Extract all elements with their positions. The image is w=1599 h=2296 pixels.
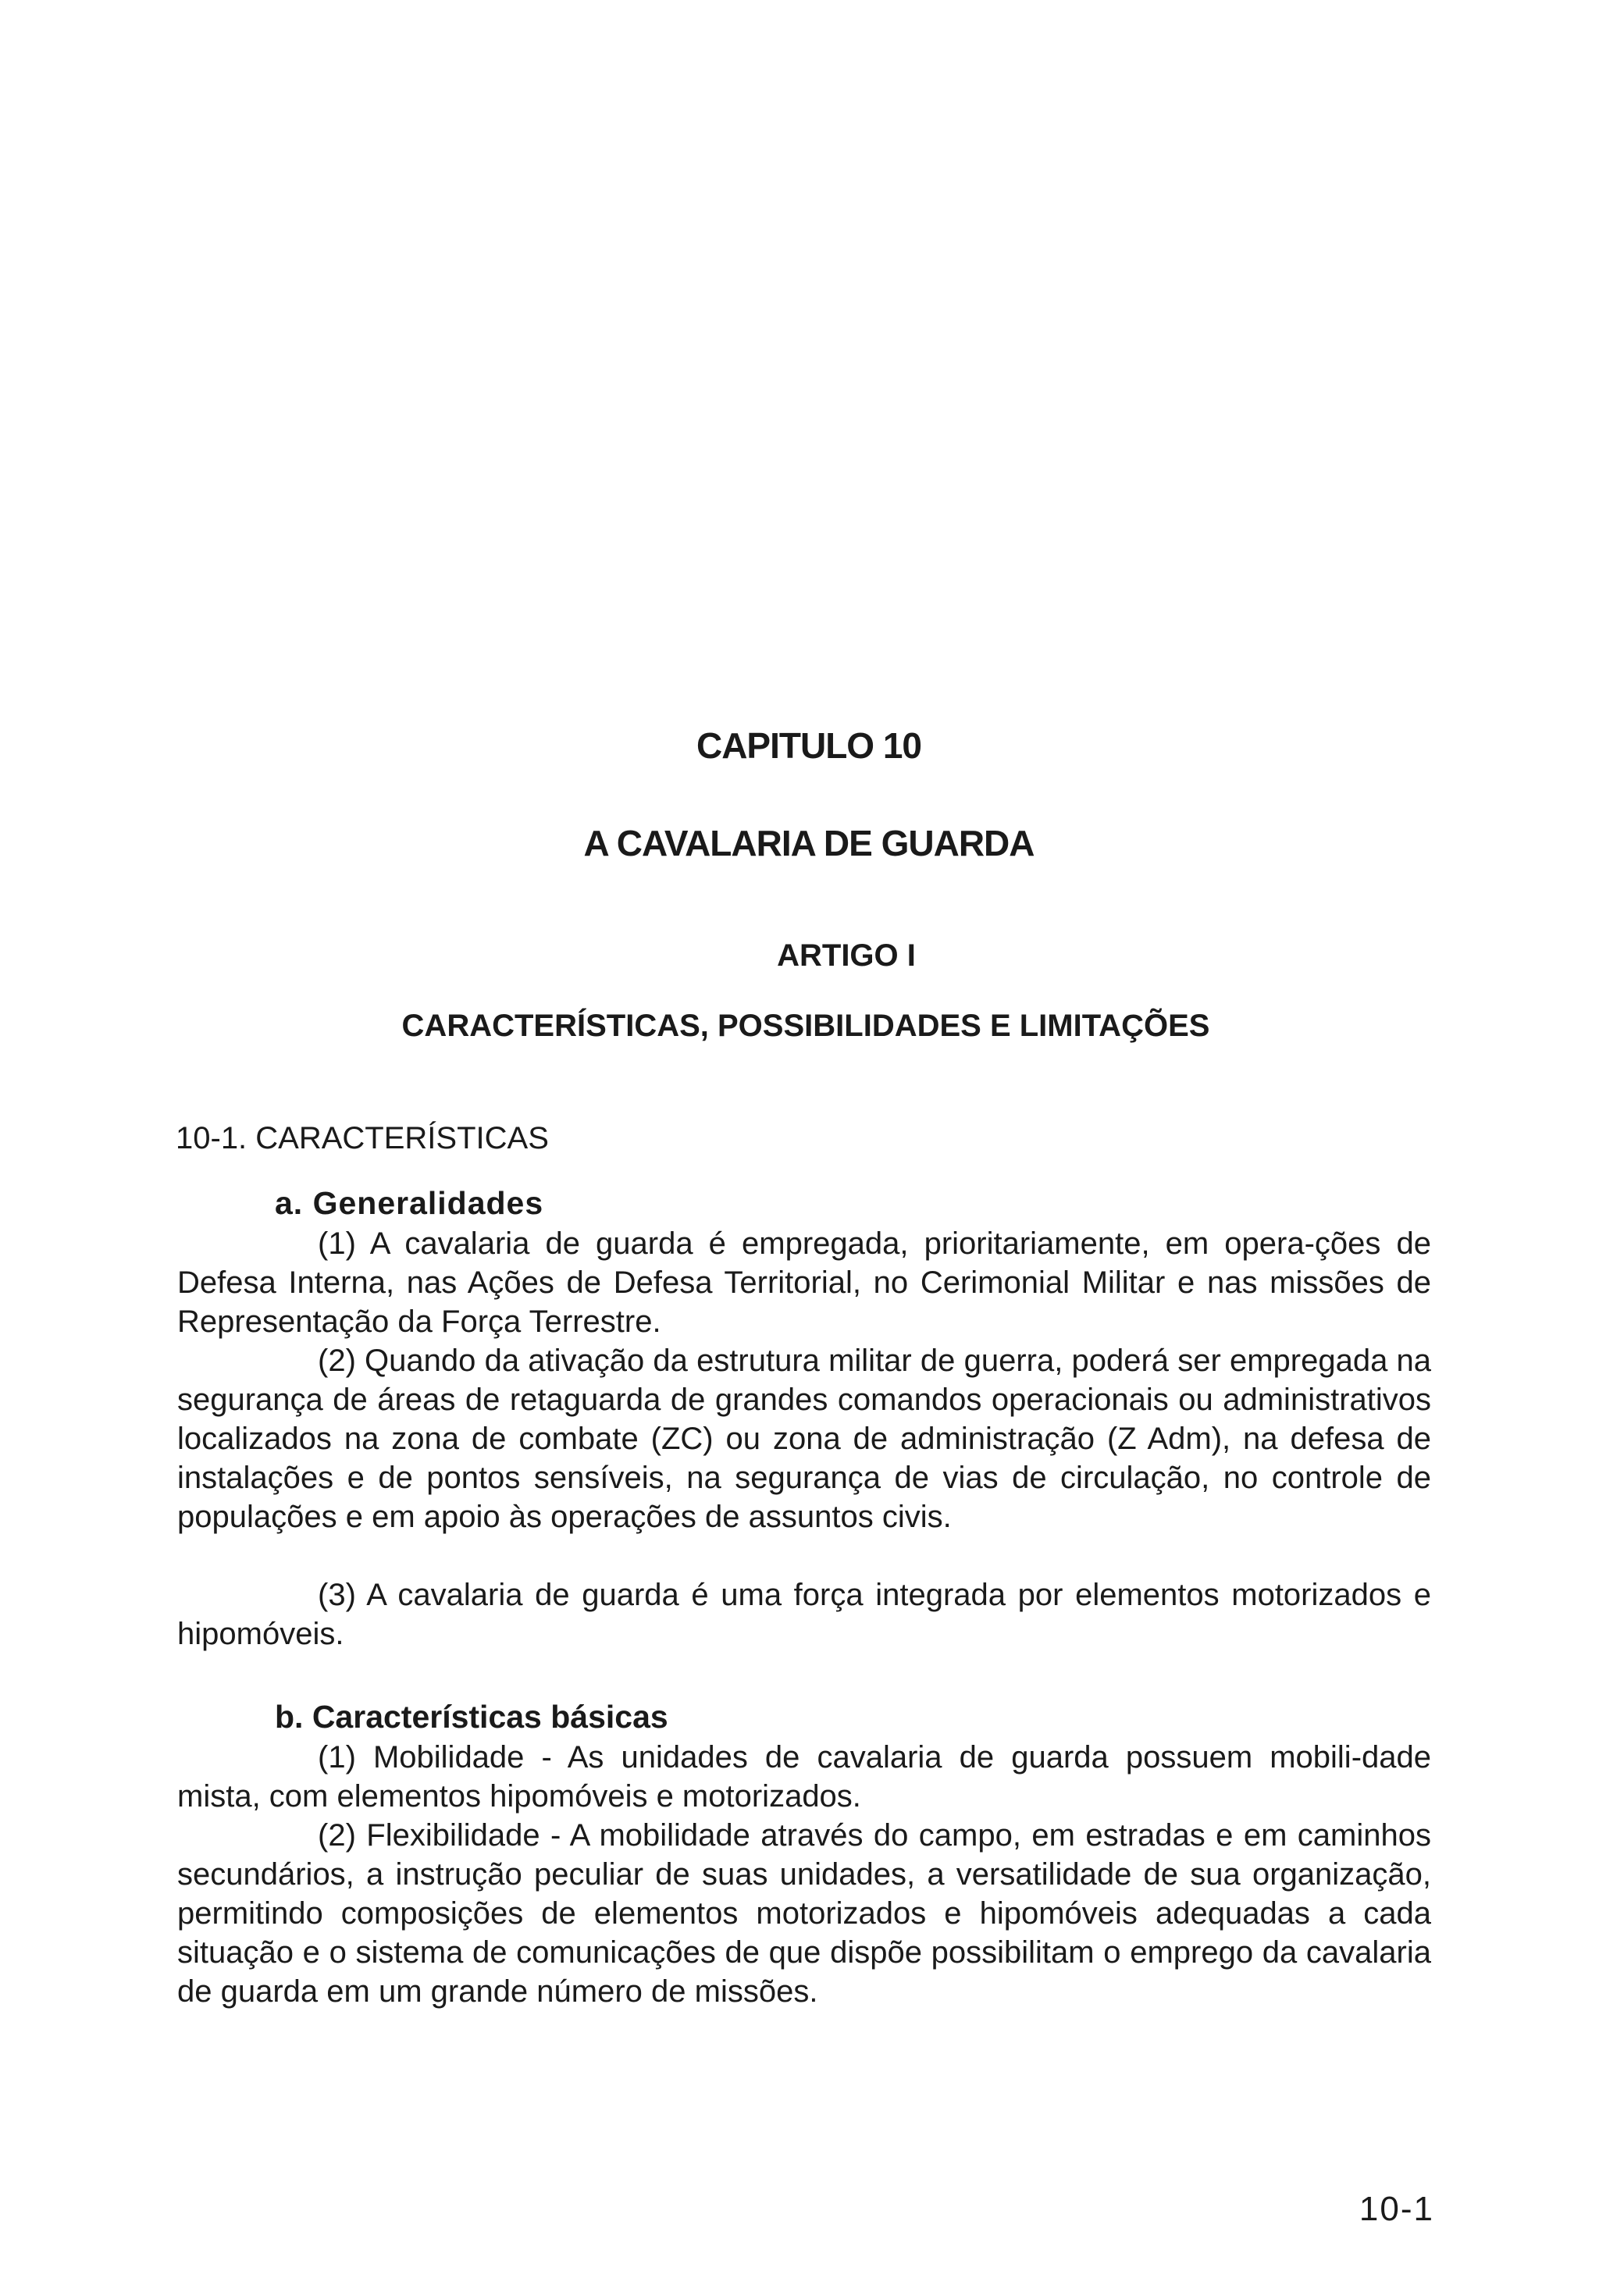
subsection-b-heading: b. Características básicas (275, 1699, 668, 1735)
article-title: CARACTERÍSTICAS, POSSIBILIDADES E LIMITAÇÕES (401, 1009, 1210, 1043)
paragraph-a1: (1) A cavalaria de guarda é empregada, prioritariamente, em opera-ções de Defesa Interna, nas Ações de Defesa Territorial, no Cerimonial Militar e nas missões de Representação da Força Terrestre. (177, 1226, 1431, 1339)
paragraph-b2: (2) Flexibilidade - A mobilidade através do campo, em estradas e em caminhos secundários, a instrução peculiar de suas unidades, a versatilidade de sua organização, permitindo composições de elementos motorizados e hipomóveis adequadas a cada situação e o sistema de comunicações de que dispõe possibilitam o emprego da cavalaria de guarda em um grande número de missões. (177, 1818, 1431, 2009)
section-title: 10-1. CARACTERÍSTICAS (176, 1121, 549, 1155)
paragraph-b1: (1) Mobilidade - As unidades de cavalaria de guarda possuem mobili-dade mista, com elementos hipomóveis e motorizados. (177, 1740, 1431, 1814)
article-label: ARTIGO I (777, 938, 916, 973)
paragraph-a2: (2) Quando da ativação da estrutura militar de guerra, poderá ser empregada na segurança de áreas de retaguarda de grandes comandos operacionais ou administrativos localizados na zona de combate (ZC) ou zona de administração (Z Adm), na defesa de instalações e de pontos sensíveis, na segurança de vias de circulação, no controle de populações e em apoio às operações de assuntos civis. (177, 1344, 1431, 1534)
chapter-title: A CAVALARIA DE GUARDA (583, 823, 1035, 863)
chapter-label: CAPITULO 10 (696, 725, 922, 766)
paragraph-a3: (3) A cavalaria de guarda é uma força integrada por elementos motorizados e hipomóveis. (177, 1578, 1431, 1651)
page-number: 10-1 (1359, 2190, 1434, 2228)
subsection-a-heading: a. Generalidades (275, 1185, 544, 1221)
